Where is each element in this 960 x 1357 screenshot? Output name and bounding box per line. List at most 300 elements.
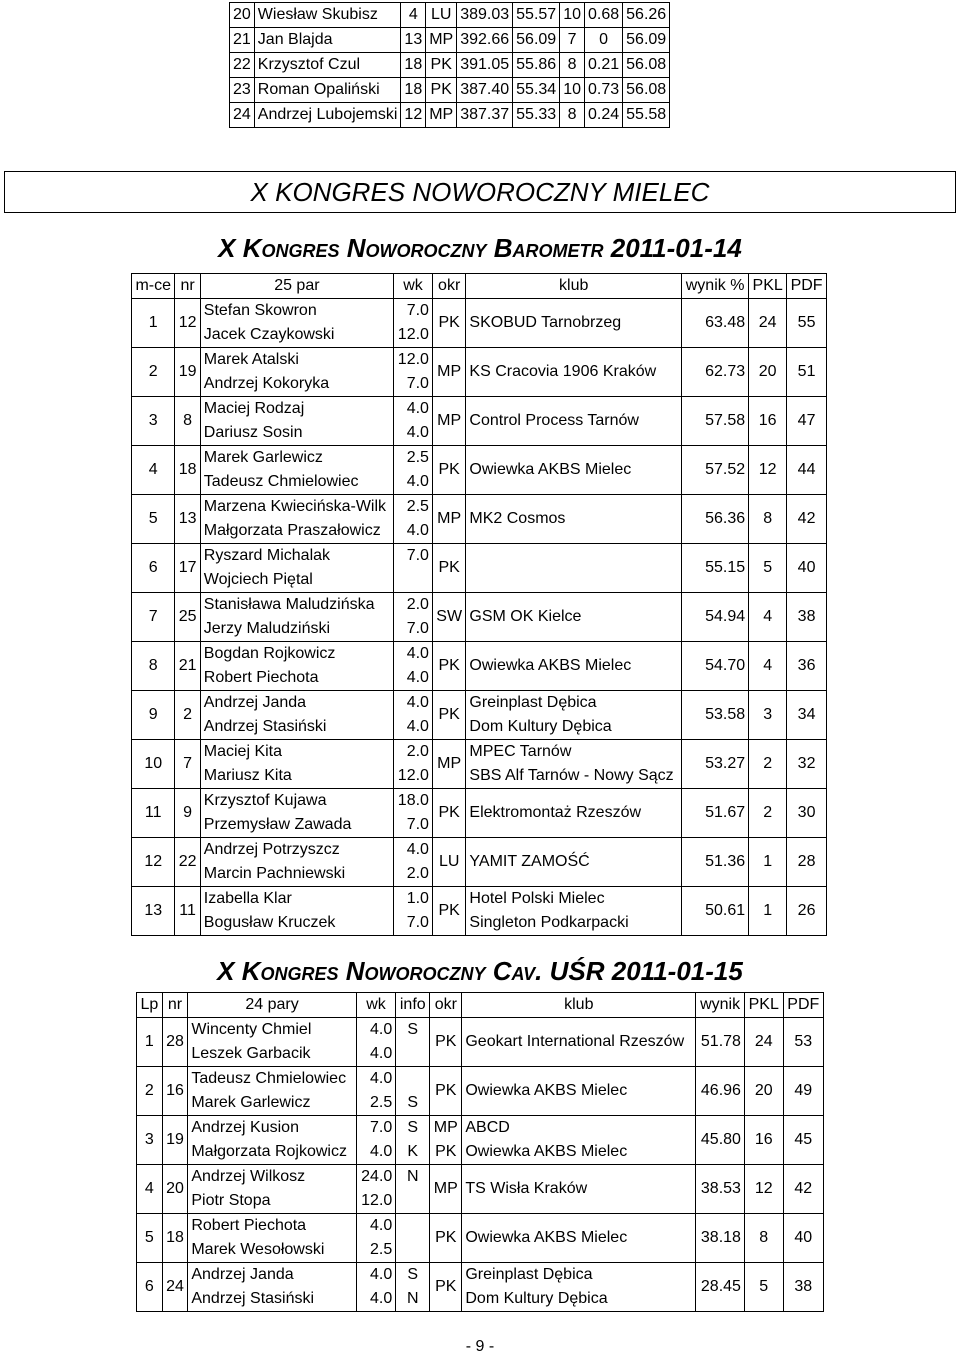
info-cell	[396, 1067, 430, 1116]
table-row	[132, 299, 827, 348]
table-row	[137, 1116, 824, 1165]
table-row	[132, 838, 827, 887]
okr-cell: MP	[432, 397, 465, 446]
info-cell	[396, 1263, 430, 1312]
wk-cell	[394, 789, 433, 838]
place-cell: 1	[137, 1018, 163, 1067]
pkl-cell: 1	[749, 887, 787, 936]
table-row	[132, 544, 827, 593]
wk-cell-line-1: 1.0	[406, 890, 429, 907]
players-cell-line-1: Andrzej Janda	[203, 694, 307, 711]
score-cell: 53.58	[682, 691, 749, 740]
players-cell-line-1: Andrzej Potrzyszcz	[203, 841, 340, 858]
info-cell	[396, 1214, 430, 1263]
pair-number-cell: 24	[162, 1263, 188, 1312]
wk-cell-line-1: 7.0	[370, 1119, 393, 1136]
place-cell: 10	[132, 740, 175, 789]
pkl-cell: 20	[744, 1067, 783, 1116]
players-cell-line-1: Maciej Rodzaj	[203, 400, 305, 417]
wk-cell-line-2: 2.5	[370, 1094, 393, 1111]
score-cell: 57.58	[682, 397, 749, 446]
score-cell: 55.58	[623, 103, 670, 128]
pkl-b-cell: 0.24	[585, 103, 623, 128]
wk-cell-line-2: 12.0	[397, 767, 429, 784]
place-cell: 21	[230, 28, 255, 53]
player-cell: Krzysztof Czul	[254, 53, 401, 78]
pair-number-cell: 20	[162, 1165, 188, 1214]
players-cell-line-1: Stanisława Maludzińska	[203, 596, 375, 613]
wk-cell	[394, 642, 433, 691]
wk-cell	[356, 1067, 396, 1116]
wk-cell-line-1: 4.0	[370, 1021, 393, 1038]
wk-cell-line-2: 4.0	[406, 424, 429, 441]
wk-cell	[356, 1018, 396, 1067]
club-cell: SKOBUD Tarnobrzeg	[466, 299, 682, 348]
wk-cell-line-2: 2.0	[406, 865, 429, 882]
wk-cell-line-2: 4.0	[406, 718, 429, 735]
club-cell	[466, 740, 682, 789]
wk-cell-line-1: 12.0	[397, 351, 429, 368]
table-row	[230, 28, 670, 53]
wk-cell-line-1: 4.0	[370, 1070, 393, 1087]
club-cell	[462, 1116, 696, 1165]
wk-cell	[356, 1214, 396, 1263]
wk-cell-line-1: 24.0	[361, 1168, 393, 1185]
players-cell	[188, 1165, 356, 1214]
okr-cell: MP	[426, 103, 457, 128]
players-cell	[200, 299, 393, 348]
wk-cell	[356, 1263, 396, 1312]
score-cell: 56.08	[623, 78, 670, 103]
pair-number-cell: 22	[175, 838, 200, 887]
wk-cell-line-2: 4.0	[406, 669, 429, 686]
club-cell: Owiewka AKBS Mielec	[462, 1067, 696, 1116]
score-cell: 54.94	[682, 593, 749, 642]
column-header: klub	[466, 274, 682, 299]
wk-cell-line-2	[397, 568, 429, 592]
okr-cell: PK	[432, 299, 465, 348]
wk-cell-line-1: 4.0	[406, 645, 429, 662]
section2-title: X Kongres Noworoczny Cav. UŚR 2011-01-15	[217, 956, 743, 986]
wk-cell	[394, 397, 433, 446]
wk-cell	[356, 1165, 396, 1214]
pdf-cell: 51	[787, 348, 827, 397]
okr-cell: LU	[432, 838, 465, 887]
players-cell-line-2: Robert Piechota	[203, 669, 319, 686]
place-cell: 7	[132, 593, 175, 642]
wk-cell	[394, 348, 433, 397]
players-cell-line-2: Andrzej Kokoryka	[203, 375, 330, 392]
score-cell: 54.70	[682, 642, 749, 691]
wk-cell-line-1: 4.0	[406, 400, 429, 417]
okr-cell: LU	[426, 3, 457, 28]
table-header-row	[132, 274, 827, 299]
pkl-a-cell: 10	[560, 78, 585, 103]
points-cell: 392.66	[457, 28, 513, 53]
nr-cell: 12	[401, 103, 426, 128]
info-cell-line-1: N	[406, 1168, 419, 1185]
okr-cell-line-2: PK	[435, 1143, 457, 1160]
table-row	[132, 348, 827, 397]
players-cell-line-1: Maciej Kita	[203, 743, 283, 760]
player-cell: Roman Opaliński	[254, 78, 401, 103]
pkl-cell: 20	[749, 348, 787, 397]
points-cell: 391.05	[457, 53, 513, 78]
players-cell	[200, 495, 393, 544]
player-cell: Wiesław Skubisz	[254, 3, 401, 28]
okr-cell: MP	[432, 495, 465, 544]
place-cell: 3	[132, 397, 175, 446]
score-cell: 51.78	[696, 1018, 745, 1067]
pkl-cell: 4	[749, 642, 787, 691]
percent-cell: 55.33	[513, 103, 560, 128]
club-cell: GSM OK Kielce	[466, 593, 682, 642]
pkl-b-cell: 0.68	[585, 3, 623, 28]
pair-number-cell: 7	[175, 740, 200, 789]
info-cell-line-2	[399, 1042, 426, 1066]
okr-cell	[430, 1116, 462, 1165]
score-cell: 50.61	[682, 887, 749, 936]
pdf-cell: 38	[787, 593, 827, 642]
pkl-cell: 16	[744, 1116, 783, 1165]
score-cell: 45.80	[696, 1116, 745, 1165]
column-header: PDF	[783, 993, 823, 1018]
club-cell: KS Cracovia 1906 Kraków	[466, 348, 682, 397]
wk-cell	[394, 446, 433, 495]
players-cell	[200, 446, 393, 495]
place-cell: 2	[137, 1067, 163, 1116]
info-cell-line-1: S	[407, 1119, 419, 1136]
pkl-cell: 24	[749, 299, 787, 348]
banner-title: X KONGRES NOWOROCZNY MIELEC	[4, 171, 956, 213]
column-header: nr	[162, 993, 188, 1018]
pdf-cell: 44	[787, 446, 827, 495]
wk-cell-line-2: 4.0	[406, 522, 429, 539]
pkl-cell: 3	[749, 691, 787, 740]
club-cell: YAMIT ZAMOŚĆ	[466, 838, 682, 887]
pkl-a-cell: 8	[560, 103, 585, 128]
nr-cell: 18	[401, 78, 426, 103]
wk-cell-line-1: 4.0	[406, 841, 429, 858]
club-cell: Owiewka AKBS Mielec	[466, 446, 682, 495]
club-cell-line-1: Greinplast Dębica	[469, 694, 597, 711]
barometr-results-table	[131, 273, 827, 936]
column-header: m-ce	[132, 274, 175, 299]
pkl-cell: 12	[744, 1165, 783, 1214]
info-cell-line-2: N	[406, 1290, 419, 1307]
column-header: wk	[356, 993, 396, 1018]
players-cell-line-1: Krzysztof Kujawa	[203, 792, 327, 809]
club-cell: Owiewka AKBS Mielec	[466, 642, 682, 691]
place-cell: 12	[132, 838, 175, 887]
place-cell: 24	[230, 103, 255, 128]
column-header: okr	[432, 274, 465, 299]
players-cell	[188, 1263, 356, 1312]
pkl-b-cell: 0	[585, 28, 623, 53]
okr-cell-line-1: MP	[433, 1119, 458, 1136]
table-row	[137, 1214, 824, 1263]
wk-cell	[356, 1116, 396, 1165]
nr-cell: 4	[401, 3, 426, 28]
wk-cell-line-2: 7.0	[406, 620, 429, 637]
players-cell-line-1: Marek Garlewicz	[203, 449, 323, 466]
wk-cell	[394, 593, 433, 642]
column-header: okr	[430, 993, 462, 1018]
table-row	[132, 495, 827, 544]
table-row	[137, 1067, 824, 1116]
players-cell	[200, 740, 393, 789]
club-cell-line-2: Dom Kultury Dębica	[465, 1290, 608, 1307]
top-results-table	[229, 2, 670, 128]
pkl-cell: 8	[749, 495, 787, 544]
pkl-a-cell: 7	[560, 28, 585, 53]
pair-number-cell: 16	[162, 1067, 188, 1116]
percent-cell: 55.57	[513, 3, 560, 28]
pair-number-cell: 8	[175, 397, 200, 446]
wk-cell-line-1: 4.0	[370, 1217, 393, 1234]
percent-cell: 55.34	[513, 78, 560, 103]
players-cell-line-2: Andrzej Stasiński	[191, 1290, 315, 1307]
place-cell: 13	[132, 887, 175, 936]
player-cell: Jan Blajda	[254, 28, 401, 53]
place-cell: 5	[137, 1214, 163, 1263]
score-cell: 28.45	[696, 1263, 745, 1312]
table-row	[132, 446, 827, 495]
pair-number-cell: 18	[162, 1214, 188, 1263]
club-cell-line-1: Greinplast Dębica	[465, 1266, 593, 1283]
pkl-cell: 24	[744, 1018, 783, 1067]
pdf-cell: 26	[787, 887, 827, 936]
info-cell	[396, 1018, 430, 1067]
column-header: klub	[462, 993, 696, 1018]
players-cell	[200, 593, 393, 642]
pkl-cell: 2	[749, 740, 787, 789]
place-cell: 9	[132, 691, 175, 740]
okr-cell: PK	[426, 78, 457, 103]
place-cell: 4	[137, 1165, 163, 1214]
players-cell	[200, 789, 393, 838]
score-cell: 56.26	[623, 3, 670, 28]
info-cell	[396, 1165, 430, 1214]
pkl-cell: 16	[749, 397, 787, 446]
okr-cell: PK	[432, 691, 465, 740]
column-header: 24 pary	[188, 993, 356, 1018]
pdf-cell: 28	[787, 838, 827, 887]
score-cell: 38.53	[696, 1165, 745, 1214]
table-row	[132, 740, 827, 789]
club-cell: MK2 Cosmos	[466, 495, 682, 544]
info-cell-line-1	[399, 1214, 426, 1238]
wk-cell	[394, 299, 433, 348]
pdf-cell: 40	[787, 544, 827, 593]
players-cell	[200, 544, 393, 593]
players-cell-line-1: Bogdan Rojkowicz	[203, 645, 336, 662]
place-cell: 3	[137, 1116, 163, 1165]
wk-cell-line-2: 12.0	[397, 326, 429, 343]
club-cell: Elektromontaż Rzeszów	[466, 789, 682, 838]
table-row	[137, 1018, 824, 1067]
place-cell: 11	[132, 789, 175, 838]
players-cell-line-2: Bogusław Kruczek	[203, 914, 336, 931]
okr-cell: SW	[432, 593, 465, 642]
pkl-cell: 1	[749, 838, 787, 887]
pkl-cell: 5	[744, 1263, 783, 1312]
club-cell: Owiewka AKBS Mielec	[462, 1214, 696, 1263]
players-cell-line-2: Marek Wesołowski	[191, 1241, 325, 1258]
score-cell: 55.15	[682, 544, 749, 593]
pkl-cell: 8	[744, 1214, 783, 1263]
table-row	[137, 1165, 824, 1214]
percent-cell: 55.86	[513, 53, 560, 78]
column-header: Lp	[137, 993, 163, 1018]
score-cell: 57.52	[682, 446, 749, 495]
place-cell: 20	[230, 3, 255, 28]
okr-cell: MP	[432, 740, 465, 789]
pkl-b-cell: 0.73	[585, 78, 623, 103]
section1-title: X Kongres Noworoczny Barometr 2011-01-14	[218, 233, 742, 263]
player-cell: Andrzej Lubojemski	[254, 103, 401, 128]
points-cell: 387.37	[457, 103, 513, 128]
score-cell: 46.96	[696, 1067, 745, 1116]
wk-cell-line-2: 2.5	[370, 1241, 393, 1258]
pair-number-cell: 12	[175, 299, 200, 348]
okr-cell: PK	[432, 446, 465, 495]
wk-cell-line-1: 2.5	[406, 449, 429, 466]
club-cell-line-1: ABCD	[465, 1119, 510, 1136]
players-cell-line-2: Piotr Stopa	[191, 1192, 271, 1209]
nr-cell: 13	[401, 28, 426, 53]
wk-cell-line-2: 7.0	[406, 914, 429, 931]
pkl-b-cell: 0.21	[585, 53, 623, 78]
column-header: wynik %	[682, 274, 749, 299]
players-cell	[200, 691, 393, 740]
okr-cell: PK	[430, 1018, 462, 1067]
info-cell-line-1	[399, 1067, 426, 1091]
info-cell-line-1: S	[407, 1266, 419, 1283]
wk-cell	[394, 691, 433, 740]
pkl-cell: 4	[749, 593, 787, 642]
pair-number-cell: 9	[175, 789, 200, 838]
players-cell-line-2: Mariusz Kita	[203, 767, 292, 784]
okr-cell: PK	[430, 1214, 462, 1263]
pair-number-cell: 2	[175, 691, 200, 740]
pkl-cell: 5	[749, 544, 787, 593]
wk-cell-line-1: 7.0	[406, 547, 429, 564]
score-cell: 51.36	[682, 838, 749, 887]
okr-cell: MP	[426, 28, 457, 53]
okr-cell: PK	[430, 1263, 462, 1312]
players-cell-line-2: Leszek Garbacik	[191, 1045, 311, 1062]
players-cell	[200, 642, 393, 691]
pdf-cell: 30	[787, 789, 827, 838]
pdf-cell: 34	[787, 691, 827, 740]
score-cell: 38.18	[696, 1214, 745, 1263]
club-cell: Control Process Tarnów	[466, 397, 682, 446]
wk-cell-line-2: 7.0	[406, 375, 429, 392]
percent-cell: 56.09	[513, 28, 560, 53]
wk-cell-line-1: 2.5	[406, 498, 429, 515]
players-cell-line-2: Małgorzata Praszałowicz	[203, 522, 381, 539]
players-cell	[200, 397, 393, 446]
players-cell-line-2: Dariusz Sosin	[203, 424, 303, 441]
club-cell	[466, 691, 682, 740]
pair-number-cell: 25	[175, 593, 200, 642]
players-cell-line-1: Ryszard Michalak	[203, 547, 331, 564]
place-cell: 23	[230, 78, 255, 103]
score-cell: 63.48	[682, 299, 749, 348]
club-cell-line-2: SBS Alf Tarnów - Nowy Sącz	[469, 767, 674, 784]
info-cell-line-1: S	[407, 1021, 419, 1038]
okr-cell: PK	[432, 789, 465, 838]
points-cell: 387.40	[457, 78, 513, 103]
table-row	[230, 103, 670, 128]
wk-cell-line-1: 4.0	[406, 694, 429, 711]
okr-cell: PK	[430, 1067, 462, 1116]
players-cell-line-2: Przemysław Zawada	[203, 816, 352, 833]
wk-cell-line-1: 2.0	[406, 596, 429, 613]
table-row	[132, 397, 827, 446]
score-cell: 56.09	[623, 28, 670, 53]
okr-cell: MP	[430, 1165, 462, 1214]
place-cell: 6	[137, 1263, 163, 1312]
table-row	[132, 642, 827, 691]
page-number: - 9 -	[465, 1338, 495, 1355]
table-row	[132, 593, 827, 642]
players-cell	[188, 1018, 356, 1067]
wk-cell-line-1: 18.0	[397, 792, 429, 809]
players-cell-line-2: Małgorzata Rojkowicz	[191, 1143, 347, 1160]
pdf-cell: 36	[787, 642, 827, 691]
players-cell-line-1: Andrzej Janda	[191, 1266, 294, 1283]
okr-cell: PK	[432, 887, 465, 936]
info-cell-line-2: S	[407, 1094, 419, 1111]
pdf-cell: 45	[783, 1116, 823, 1165]
place-cell: 1	[132, 299, 175, 348]
place-cell: 22	[230, 53, 255, 78]
pair-number-cell: 13	[175, 495, 200, 544]
pair-number-cell: 21	[175, 642, 200, 691]
table-row	[132, 789, 827, 838]
club-cell-line-2: Dom Kultury Dębica	[469, 718, 612, 735]
club-cell: TS Wisła Kraków	[462, 1165, 696, 1214]
points-cell: 389.03	[457, 3, 513, 28]
table-row	[132, 887, 827, 936]
wk-cell	[394, 740, 433, 789]
wk-cell-line-1: 4.0	[370, 1266, 393, 1283]
column-header: wynik	[696, 993, 745, 1018]
pdf-cell: 40	[783, 1214, 823, 1263]
column-header: PDF	[787, 274, 827, 299]
pair-number-cell: 28	[162, 1018, 188, 1067]
wk-cell-line-2: 7.0	[406, 816, 429, 833]
players-cell	[200, 348, 393, 397]
players-cell-line-2: Jerzy Maludziński	[203, 620, 331, 637]
table-row	[230, 3, 670, 28]
wk-cell	[394, 887, 433, 936]
pdf-cell: 49	[783, 1067, 823, 1116]
club-cell	[466, 887, 682, 936]
players-cell	[188, 1214, 356, 1263]
club-cell-line-1: MPEC Tarnów	[469, 743, 572, 760]
info-cell-line-2	[399, 1238, 426, 1262]
club-cell-line-2: Owiewka AKBS Mielec	[465, 1143, 628, 1160]
pair-number-cell: 19	[162, 1116, 188, 1165]
wk-cell-line-1: 2.0	[406, 743, 429, 760]
score-cell: 56.36	[682, 495, 749, 544]
players-cell-line-2: Jacek Czaykowski	[203, 326, 335, 343]
place-cell: 2	[132, 348, 175, 397]
score-cell: 62.73	[682, 348, 749, 397]
